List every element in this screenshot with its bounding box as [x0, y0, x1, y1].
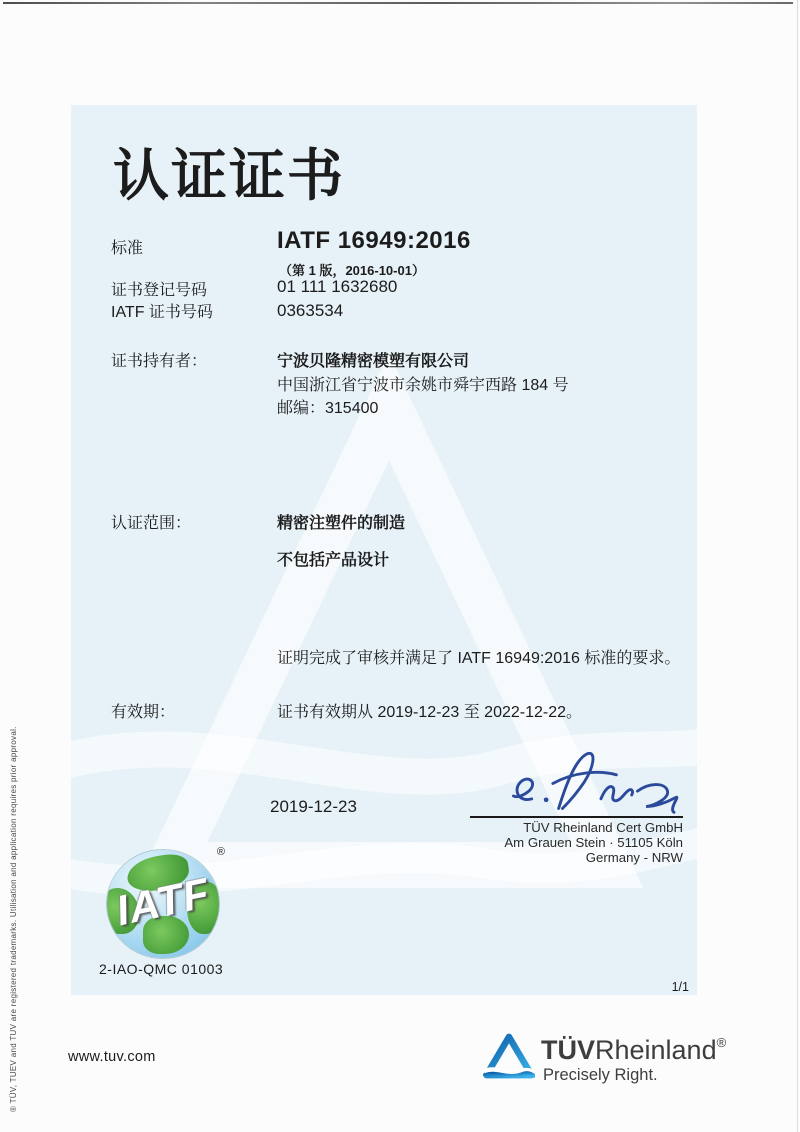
scope-line1: 精密注塑件的制造: [277, 515, 406, 532]
iatf-logo-text: IATF: [111, 868, 214, 935]
signature-icon: [499, 745, 699, 820]
brand-wordmark: [541, 1035, 726, 1066]
signature-line: [470, 816, 683, 818]
trademark-side-note: ® TÜV, TUEV and TUV are registered trademarks. Utilisation and application requires prior approval.: [9, 726, 18, 1112]
issuer-name: TÜV Rheinland Cert GmbH: [523, 820, 683, 835]
registration-number-value: 01 111 1632680: [277, 277, 398, 296]
page-number: 1/1: [671, 980, 689, 994]
iatf-registered-mark: ®: [216, 846, 225, 858]
tuv-triangle-icon: [483, 1031, 535, 1081]
brand-tagline: Precisely Right.: [543, 1066, 658, 1084]
validity-label: 有效期：: [111, 704, 176, 721]
holder-label: 证书持有者：: [111, 353, 208, 370]
iatf-scheme-code: 2-IAO-QMC 01003: [99, 961, 224, 977]
registration-number-label: 证书登记号码: [111, 282, 208, 299]
standard-value: IATF 16949:2016: [277, 227, 471, 254]
website-url: www.tuv.com: [68, 1049, 156, 1065]
iatf-globe-logo: [107, 846, 227, 962]
audit-statement: 证明完成了审核并满足了 IATF 16949:2016 标准的要求。: [277, 650, 681, 667]
certificate-panel: [71, 105, 697, 995]
iatf-globe-icon: [107, 850, 219, 958]
iatf-number-label: IATF 证书号码: [111, 304, 213, 321]
standard-label: 标准: [111, 240, 144, 257]
scope-line2: 不包括产品设计: [277, 552, 390, 569]
holder-postcode: 邮编：315400: [277, 400, 379, 417]
issue-date: 2019-12-23: [270, 797, 357, 816]
iatf-number-value: 0363534: [277, 301, 344, 320]
brand-rheinland: Rheinland: [595, 1035, 717, 1065]
scope-label: 认证范围：: [111, 515, 192, 532]
brand-registered-mark: ®: [716, 1035, 727, 1050]
issuer-region: Germany - NRW: [585, 850, 683, 866]
holder-address: 中国浙江省宁波市余姚市舜宇西路 184 号: [277, 377, 569, 394]
validity-value: 证书有效期从 2019-12-23 至 2022-12-22。: [277, 704, 583, 721]
holder-name: 宁波贝隆精密模塑有限公司: [277, 353, 470, 370]
certificate-title: 认证证书: [113, 144, 345, 207]
issuer-address: Am Grauen Stein · 51105 Köln: [504, 835, 683, 851]
issuer-block: [504, 820, 683, 865]
brand-tuv: TÜV: [541, 1035, 595, 1065]
scan-edge-line: [797, 0, 798, 1132]
scan-artifact-line: [3, 2, 793, 4]
standard-edition: （第 1 版，2016-10-01）: [279, 263, 425, 278]
